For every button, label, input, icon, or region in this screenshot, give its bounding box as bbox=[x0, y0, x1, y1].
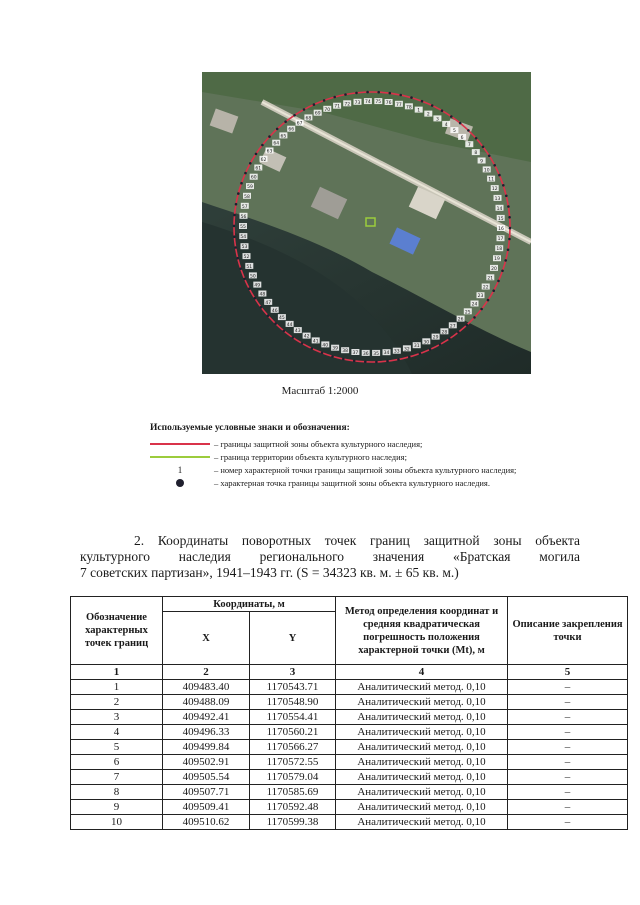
map-canvas bbox=[202, 72, 531, 374]
point-label: 32 bbox=[404, 347, 410, 353]
cell-method: Аналитический метод. 0,10 bbox=[336, 770, 508, 785]
boundary-point bbox=[397, 358, 400, 361]
point-label: 62 bbox=[260, 157, 267, 163]
cell-description: – bbox=[508, 695, 628, 710]
point-label: 38 bbox=[342, 349, 348, 355]
cell-point: 1 bbox=[71, 680, 163, 695]
cell-x: 409488.09 bbox=[163, 695, 250, 710]
boundary-point bbox=[233, 214, 236, 217]
boundary-point bbox=[441, 109, 444, 112]
point-label: 48 bbox=[259, 292, 266, 298]
boundary-point bbox=[261, 144, 264, 147]
boundary-point bbox=[375, 361, 378, 364]
point-label: 65 bbox=[280, 134, 287, 140]
point-label: 61 bbox=[255, 166, 262, 172]
point-label: 6 bbox=[460, 135, 464, 141]
boundary-point bbox=[450, 115, 453, 118]
header-y: Y bbox=[250, 612, 336, 665]
boundary-point bbox=[293, 114, 296, 117]
boundary-point bbox=[475, 137, 478, 140]
point-label: 58 bbox=[244, 194, 250, 200]
cell-method: Аналитический метод. 0,10 bbox=[336, 695, 508, 710]
column-number: 4 bbox=[336, 665, 508, 680]
point-label: 71 bbox=[334, 104, 340, 110]
boundary-point bbox=[488, 155, 491, 158]
boundary-point bbox=[342, 358, 345, 361]
cell-method: Аналитический метод. 0,10 bbox=[336, 800, 508, 815]
column-number: 5 bbox=[508, 665, 628, 680]
point-label: 35 bbox=[373, 351, 379, 357]
boundary-point bbox=[466, 324, 469, 327]
boundary-point bbox=[429, 348, 432, 351]
point-label: 26 bbox=[457, 317, 464, 323]
boundary-point bbox=[480, 308, 483, 311]
cell-point: 8 bbox=[71, 785, 163, 800]
column-number-row bbox=[71, 665, 628, 680]
boundary-point bbox=[421, 100, 424, 103]
point-label: 53 bbox=[241, 245, 248, 251]
cell-method: Аналитический метод. 0,10 bbox=[336, 755, 508, 770]
cell-x: 409507.71 bbox=[163, 785, 250, 800]
boundary-point bbox=[234, 246, 237, 249]
point-label: 39 bbox=[332, 346, 338, 352]
point-label: 8 bbox=[474, 151, 478, 157]
boundary-point bbox=[274, 322, 277, 325]
point-label: 78 bbox=[406, 105, 412, 111]
boundary-point bbox=[244, 172, 247, 175]
boundary-point bbox=[243, 278, 246, 281]
header-description: Описание закрепления точки bbox=[508, 597, 628, 665]
boundary-point bbox=[389, 92, 392, 95]
boundary-point bbox=[323, 99, 326, 102]
point-label: 73 bbox=[354, 100, 361, 106]
table-row bbox=[71, 770, 628, 785]
cell-point: 5 bbox=[71, 740, 163, 755]
header-method: Метод определения координат и средняя квадратическая погрешность положения характерной точки (Mt), м bbox=[336, 597, 508, 665]
cell-x: 409496.33 bbox=[163, 725, 250, 740]
boundary-point bbox=[233, 235, 236, 238]
table-row bbox=[71, 680, 628, 695]
point-label: 74 bbox=[365, 100, 371, 106]
header-coords: Координаты, м bbox=[163, 597, 336, 612]
boundary-point bbox=[321, 352, 324, 355]
cell-description: – bbox=[508, 725, 628, 740]
scale-caption: Масштаб 1:2000 bbox=[281, 385, 359, 397]
point-label: 72 bbox=[344, 102, 351, 108]
boundary-point bbox=[260, 306, 263, 309]
legend-item-number bbox=[150, 463, 620, 476]
boundary-point bbox=[457, 331, 460, 334]
point-label: 13 bbox=[494, 196, 501, 202]
legend-text: – характерная точка границы защитной зоны объекта культурного наследия. bbox=[214, 477, 490, 488]
point-label: 23 bbox=[477, 294, 484, 300]
boundary-point bbox=[303, 108, 306, 111]
red-line-symbol bbox=[150, 443, 210, 445]
boundary-point bbox=[255, 153, 258, 156]
heading-line: 7 советских партизан», 1941–1943 гг. (S = 34323 кв. м. ± 65 кв. м.) bbox=[80, 565, 459, 580]
point-label: 33 bbox=[393, 349, 400, 355]
boundary-point bbox=[507, 249, 510, 252]
boundary-point bbox=[291, 336, 294, 339]
point-label: 64 bbox=[273, 141, 280, 147]
cell-y: 1170554.41 bbox=[250, 710, 336, 725]
section-heading bbox=[80, 533, 580, 581]
cell-method: Аналитический метод. 0,10 bbox=[336, 815, 508, 830]
point-label: 19 bbox=[494, 257, 500, 263]
cell-method: Аналитический метод. 0,10 bbox=[336, 710, 508, 725]
point-label: 12 bbox=[491, 187, 498, 193]
cell-y: 1170548.90 bbox=[250, 695, 336, 710]
boundary-point bbox=[268, 135, 271, 138]
boundary-point bbox=[482, 146, 485, 149]
cell-point: 9 bbox=[71, 800, 163, 815]
point-label: 34 bbox=[383, 351, 390, 357]
boundary-point bbox=[408, 356, 411, 359]
cell-y: 1170572.55 bbox=[250, 755, 336, 770]
boundary-point bbox=[386, 360, 389, 363]
cell-y: 1170560.21 bbox=[250, 725, 336, 740]
cell-x: 409509.41 bbox=[163, 800, 250, 815]
point-label: 50 bbox=[250, 274, 256, 280]
point-label: 52 bbox=[243, 255, 250, 261]
cell-x: 409483.40 bbox=[163, 680, 250, 695]
point-label: 10 bbox=[483, 168, 490, 174]
boundary-point bbox=[331, 355, 334, 358]
cell-point: 10 bbox=[71, 815, 163, 830]
point-label: 37 bbox=[352, 351, 359, 356]
point-label: 51 bbox=[246, 264, 253, 270]
boundary-point bbox=[235, 203, 238, 206]
cell-description: – bbox=[508, 815, 628, 830]
point-label: 11 bbox=[488, 177, 494, 183]
point-label: 44 bbox=[286, 322, 293, 328]
column-number: 2 bbox=[163, 665, 250, 680]
boundary-point bbox=[333, 96, 336, 99]
cell-description: – bbox=[508, 680, 628, 695]
boundary-point bbox=[509, 227, 512, 230]
boundary-point bbox=[473, 316, 476, 319]
point-label: 18 bbox=[496, 247, 503, 253]
point-label: 5 bbox=[452, 129, 456, 135]
boundary-point bbox=[254, 297, 257, 300]
satellite-map bbox=[202, 72, 531, 374]
cell-x: 409510.62 bbox=[163, 815, 250, 830]
boundary-point bbox=[504, 259, 507, 262]
cell-y: 1170585.69 bbox=[250, 785, 336, 800]
heading-line: культурного наследия регионального значения «Братская могила bbox=[80, 549, 580, 564]
cell-method: Аналитический метод. 0,10 bbox=[336, 740, 508, 755]
point-label: 22 bbox=[482, 285, 489, 291]
point-label: 63 bbox=[266, 149, 273, 155]
cell-point: 4 bbox=[71, 725, 163, 740]
boundary-point bbox=[410, 96, 413, 99]
cell-x: 409505.54 bbox=[163, 770, 250, 785]
cell-point: 7 bbox=[71, 770, 163, 785]
boundary-point bbox=[448, 337, 451, 340]
boundary-point bbox=[502, 184, 505, 187]
boundary-point bbox=[508, 238, 511, 241]
boundary-point bbox=[248, 287, 251, 290]
cell-point: 3 bbox=[71, 710, 163, 725]
point-label: 25 bbox=[464, 310, 471, 316]
column-number: 3 bbox=[250, 665, 336, 680]
point-label: 2 bbox=[426, 112, 430, 118]
cell-y: 1170543.71 bbox=[250, 680, 336, 695]
cell-x: 409499.84 bbox=[163, 740, 250, 755]
cell-y: 1170599.38 bbox=[250, 815, 336, 830]
point-label: 57 bbox=[241, 204, 248, 210]
boundary-point bbox=[284, 120, 287, 123]
point-label: 28 bbox=[441, 330, 448, 336]
boundary-point bbox=[467, 129, 470, 132]
legend-text: – границы защитной зоны объекта культурного наследия; bbox=[214, 438, 423, 449]
point-label: 15 bbox=[497, 216, 504, 222]
column-number: 1 bbox=[71, 665, 163, 680]
legend-item-boundary bbox=[150, 437, 620, 450]
point-label: 77 bbox=[396, 102, 402, 108]
point-label: 42 bbox=[303, 334, 310, 340]
point-label: 3 bbox=[435, 117, 439, 123]
point-label: 55 bbox=[240, 225, 246, 230]
legend bbox=[150, 423, 620, 489]
point-label: 24 bbox=[471, 302, 478, 308]
point-label: 31 bbox=[413, 344, 420, 350]
point-label: 47 bbox=[265, 300, 272, 306]
boundary-point bbox=[507, 205, 510, 208]
boundary-point bbox=[237, 192, 240, 195]
boundary-point bbox=[505, 195, 508, 198]
point-label: 41 bbox=[312, 339, 319, 345]
cell-description: – bbox=[508, 800, 628, 815]
coordinates-table bbox=[70, 596, 628, 830]
boundary-point bbox=[344, 93, 347, 96]
point-label: 21 bbox=[487, 276, 494, 282]
boundary-point bbox=[364, 361, 367, 364]
boundary-point bbox=[399, 94, 402, 97]
point-label: 17 bbox=[497, 237, 504, 243]
boundary-point bbox=[508, 216, 511, 219]
table-row bbox=[71, 740, 628, 755]
boundary-point bbox=[355, 92, 358, 95]
table-row bbox=[71, 800, 628, 815]
point-label: 27 bbox=[449, 324, 456, 330]
point-label: 36 bbox=[362, 351, 369, 357]
point-label: 9 bbox=[480, 159, 484, 165]
point-label: 4 bbox=[444, 122, 448, 128]
cell-point: 6 bbox=[71, 755, 163, 770]
point-label: 1 bbox=[417, 108, 421, 114]
cell-method: Аналитический метод. 0,10 bbox=[336, 785, 508, 800]
boundary-point bbox=[313, 103, 316, 106]
point-label: 30 bbox=[423, 340, 430, 346]
number-symbol: 1 bbox=[177, 464, 183, 475]
boundary-point bbox=[377, 91, 380, 94]
table-row bbox=[71, 710, 628, 725]
boundary-point bbox=[239, 267, 242, 270]
header-designation: Обозначение характерных точек границ bbox=[71, 597, 163, 665]
point-label: 56 bbox=[240, 214, 247, 220]
header-x: X bbox=[163, 612, 250, 665]
point-label: 40 bbox=[322, 343, 329, 349]
point-label: 20 bbox=[491, 266, 497, 272]
cell-description: – bbox=[508, 755, 628, 770]
boundary-point bbox=[487, 299, 490, 302]
legend-item-territory bbox=[150, 450, 620, 463]
boundary-point bbox=[249, 162, 252, 165]
point-label: 7 bbox=[467, 143, 471, 149]
cell-description: – bbox=[508, 710, 628, 725]
point-label: 45 bbox=[279, 316, 285, 322]
boundary-point bbox=[353, 360, 356, 363]
boundary-point bbox=[501, 270, 504, 273]
boundary-point bbox=[276, 128, 279, 131]
legend-item-point bbox=[150, 476, 620, 489]
cell-method: Аналитический метод. 0,10 bbox=[336, 680, 508, 695]
point-label: 14 bbox=[496, 206, 503, 212]
boundary-point bbox=[240, 182, 243, 185]
point-label: 67 bbox=[296, 121, 303, 127]
boundary-point bbox=[236, 257, 239, 260]
point-label: 29 bbox=[432, 335, 439, 341]
point-label: 46 bbox=[271, 308, 278, 314]
legend-text: – номер характерной точки границы защитной зоны объекта культурного наследия; bbox=[214, 464, 517, 475]
boundary-point bbox=[267, 314, 270, 317]
boundary-point bbox=[431, 104, 434, 107]
table-header-row bbox=[71, 597, 628, 612]
cell-y: 1170579.04 bbox=[250, 770, 336, 785]
cell-y: 1170592.48 bbox=[250, 800, 336, 815]
legend-title: Используемые условные знаки и обозначения: bbox=[150, 423, 350, 433]
table-row bbox=[71, 695, 628, 710]
cell-method: Аналитический метод. 0,10 bbox=[336, 725, 508, 740]
dot-symbol bbox=[176, 479, 184, 487]
boundary-point bbox=[301, 342, 304, 345]
point-label: 54 bbox=[240, 235, 247, 241]
boundary-point bbox=[233, 225, 236, 228]
point-label: 60 bbox=[250, 175, 257, 181]
point-label: 43 bbox=[294, 329, 301, 335]
table-row bbox=[71, 755, 628, 770]
point-label: 68 bbox=[305, 116, 312, 122]
cell-description: – bbox=[508, 740, 628, 755]
point-label: 16 bbox=[498, 227, 504, 232]
cell-description: – bbox=[508, 785, 628, 800]
cell-x: 409502.91 bbox=[163, 755, 250, 770]
boundary-point bbox=[419, 352, 422, 355]
boundary-point bbox=[492, 289, 495, 292]
legend-text: – граница территории объекта культурного наследия; bbox=[214, 451, 407, 462]
cell-description: – bbox=[508, 770, 628, 785]
cell-y: 1170566.27 bbox=[250, 740, 336, 755]
point-label: 70 bbox=[324, 107, 331, 113]
point-label: 49 bbox=[254, 283, 261, 289]
point-label: 75 bbox=[375, 100, 382, 106]
boundary-point bbox=[493, 164, 496, 167]
green-line-symbol bbox=[150, 456, 210, 458]
boundary-point bbox=[311, 347, 314, 350]
table-row bbox=[71, 785, 628, 800]
point-label: 76 bbox=[385, 101, 392, 106]
boundary-point bbox=[283, 330, 286, 333]
boundary-point bbox=[497, 280, 500, 283]
cell-point: 2 bbox=[71, 695, 163, 710]
point-label: 59 bbox=[247, 185, 253, 191]
boundary-point bbox=[459, 122, 462, 125]
point-label: 69 bbox=[314, 111, 321, 117]
boundary-point bbox=[439, 343, 442, 346]
cell-x: 409492.41 bbox=[163, 710, 250, 725]
table-row bbox=[71, 725, 628, 740]
boundary-point bbox=[366, 91, 369, 94]
heading-line: 2. Координаты поворотных точек границ защитной зоны объекта bbox=[134, 533, 580, 548]
boundary-point bbox=[498, 174, 501, 177]
table-row bbox=[71, 815, 628, 830]
point-label: 66 bbox=[288, 127, 295, 133]
